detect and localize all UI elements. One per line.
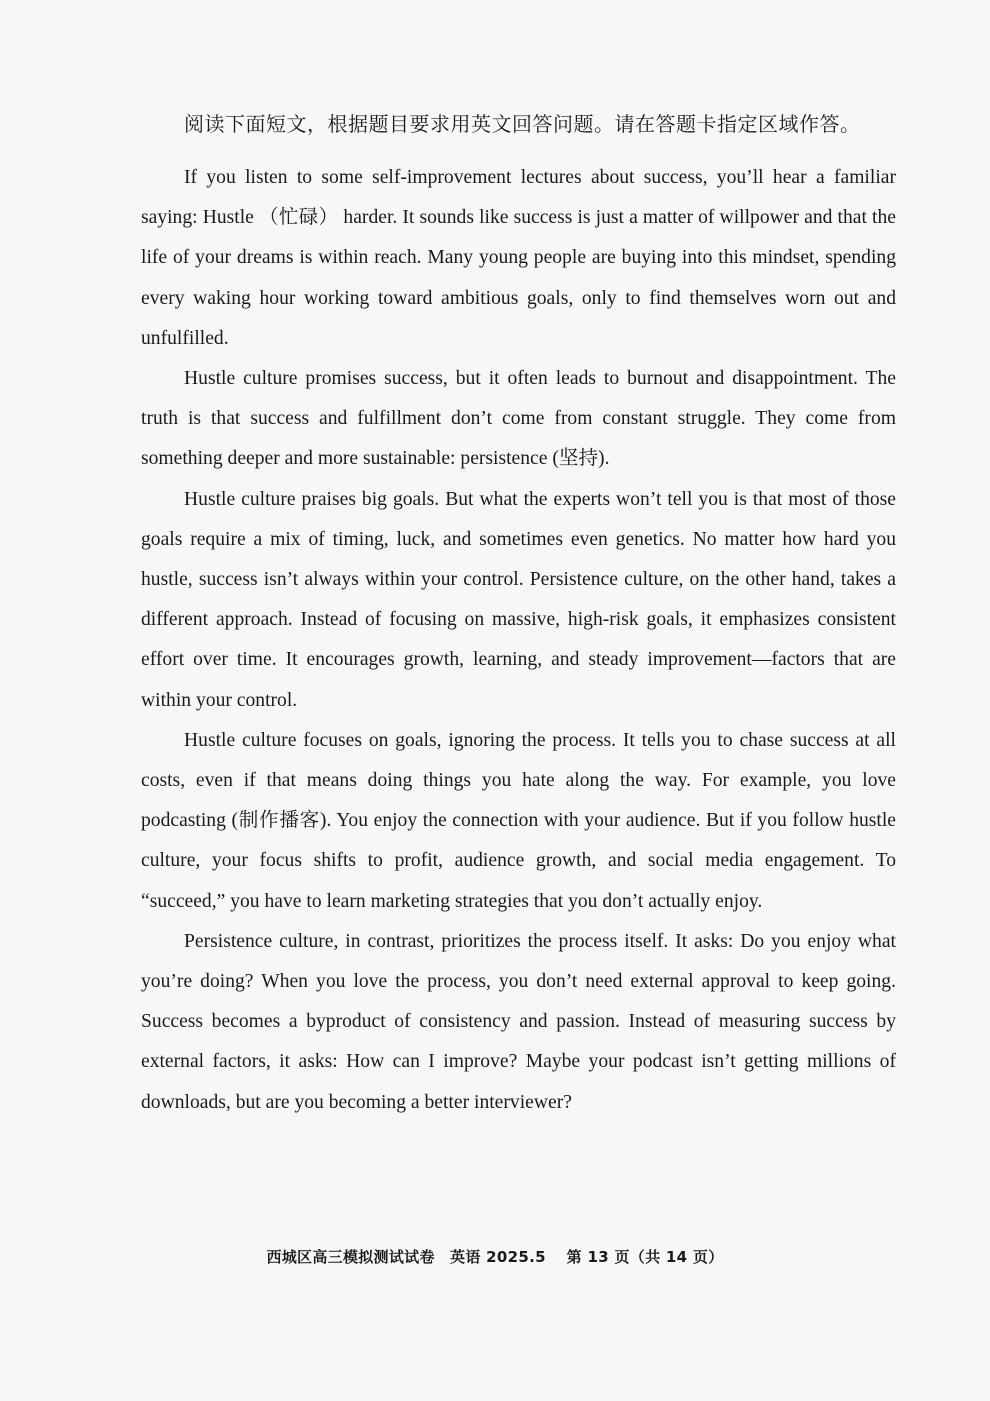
paragraph-1: If you listen to some self-improvement lectures about success, you’ll hear a familiar saying: Hustle （忙碌） harder. It sounds like success is just a matter of willpower and that the life of your dreams is within reach. Many young people are buying into this mindset, spending every waking hour working toward ambitious goals, only to find themselves worn out and unfulfilled. xyxy=(141,167,896,349)
reading-passage xyxy=(141,158,896,1123)
paragraph-4: Hustle culture focuses on goals, ignoring the process. It tells you to chase success at all costs, even if that means doing things you hate along the way. For example, you love podcasting (制作播客). You enjoy the connection with your audience. But if you follow hustle culture, your focus shifts to profit, audience growth, and social media engagement. To “succeed,” you have to learn marketing strategies that you don’t actually enjoy. xyxy=(141,729,896,912)
paragraph-2: Hustle culture promises success, but it often leads to burnout and disappointment. The truth is that success and fulfillment don’t come from constant struggle. They come from something deeper and more sustainable: persistence (坚持). xyxy=(141,368,896,470)
page-footer: 西城区高三模拟测试试卷 英语 2025.5 第 13 页（共 14 页） xyxy=(266,1248,724,1266)
paragraph-3: Hustle culture praises big goals. But what the experts won’t tell you is that most of those goals require a mix of timing, luck, and sometimes even genetics. No matter how hard you hustle, success isn’t always within your control. Persistence culture, on the other hand, takes a different approach. Instead of focusing on massive, high-risk goals, it emphasizes consistent effort over time. It encourages growth, learning, and steady improvement—factors that are within your control. xyxy=(141,488,896,711)
instruction-heading: 阅读下面短文，根据题目要求用英文回答问题。请在答题卡指定区域作答。 xyxy=(184,112,861,136)
paragraph-5: Persistence culture, in contrast, prioritizes the process itself. It asks: Do you enjoy what you’re doing? When you love the process, you don’t need external approval to keep going. Success becomes a byproduct of consistency and passion. Instead of measuring success by external factors, it asks: How can I improve? Maybe your podcast isn’t getting millions of downloads, but are you becoming a better interviewer? xyxy=(141,930,896,1113)
